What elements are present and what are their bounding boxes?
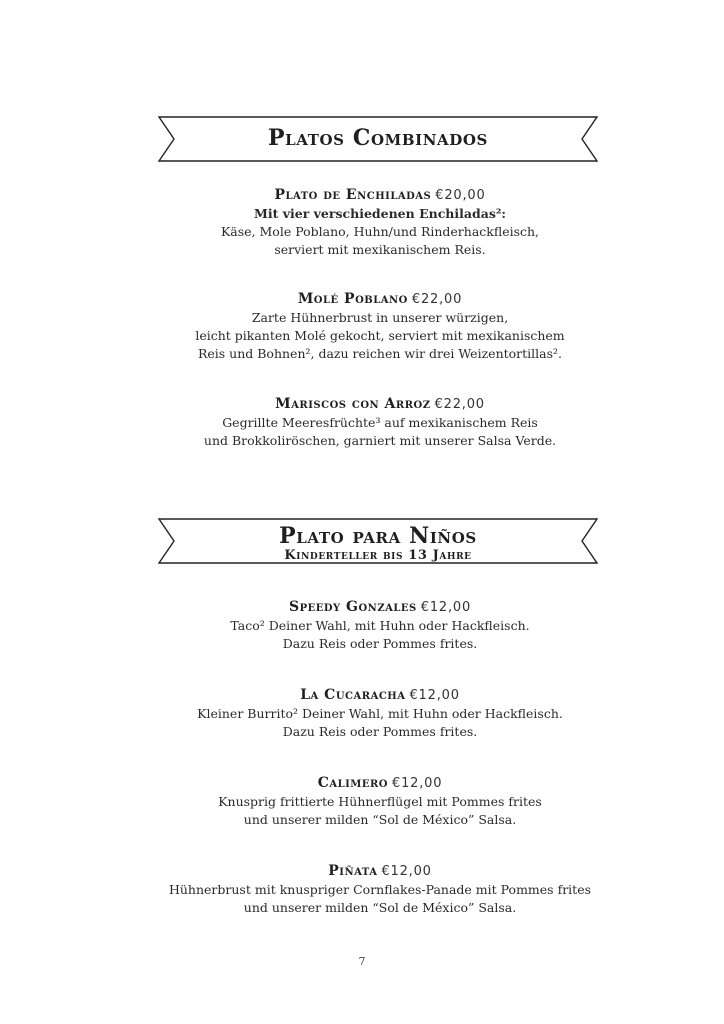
item-price: €12,00 — [420, 600, 472, 615]
item-description-line: Zarte Hühnerbrust in unserer würzigen, — [251, 310, 509, 325]
item-price: €12,00 — [381, 864, 432, 879]
item-name: Plato de Enchiladas — [274, 187, 432, 203]
menu-item-plato-de-enchiladas — [120, 186, 640, 259]
item-description-line: Kleiner Burrito² Deiner Wahl, mit Huhn oder Hackfleisch. — [197, 706, 563, 721]
menu-item-mole-poblano — [120, 290, 640, 363]
item-price: €12,00 — [409, 688, 460, 703]
section-title: Platos Combinados — [268, 125, 488, 151]
item-name: Piñata — [328, 863, 378, 879]
item-price: €22,00 — [434, 397, 485, 412]
menu-item-calimero — [120, 774, 640, 829]
menu-item-speedy-gonzales — [120, 598, 640, 653]
item-description-line: Käse, Mole Poblano, Huhn/und Rinderhackfleisch, — [220, 224, 540, 239]
item-description-line: Taco² Deiner Wahl, mit Huhn oder Hackfleisch. — [230, 618, 530, 633]
section-banner-platos-combinados — [158, 116, 598, 162]
page-number: 7 — [358, 955, 366, 968]
menu-item-la-cucaracha — [120, 686, 640, 741]
item-description-line: Dazu Reis oder Pommes frites. — [282, 724, 478, 739]
item-description-line: leicht pikanten Molé gekocht, serviert mit mexikanischem — [195, 328, 565, 343]
item-subtitle: Mit vier verschiedenen Enchiladas²: — [254, 206, 506, 221]
item-price: €20,00 — [435, 188, 486, 203]
section-subtitle: Kinderteller bis 13 Jahre — [284, 548, 472, 563]
item-name: Mariscos con Arroz — [275, 396, 431, 412]
item-description-line: Gegrillte Meeresfrüchte³ auf mexikanischem Reis — [222, 415, 538, 430]
item-description-line: und unserer milden “Sol de México” Salsa. — [243, 812, 517, 827]
menu-item-pinata — [120, 862, 640, 917]
item-description-line: serviert mit mexikanischem Reis. — [274, 242, 486, 257]
item-name: La Cucaracha — [300, 687, 406, 703]
item-description-line: Knusprig frittierte Hühnerflügel mit Pommes frites — [218, 794, 542, 809]
menu-item-mariscos-con-arroz — [120, 395, 640, 450]
item-description-line: Reis und Bohnen², dazu reichen wir drei Weizentortillas². — [197, 346, 563, 361]
item-description-line: und Brokkoliröschen, garniert mit unserer Salsa Verde. — [203, 433, 557, 448]
item-description-line: Hühnerbrust mit knuspriger Cornflakes-Panade mit Pommes frites — [168, 882, 592, 897]
item-name: Calimero — [317, 775, 389, 791]
item-price: €22,00 — [411, 292, 463, 307]
item-price: €12,00 — [392, 776, 443, 791]
item-description-line: und unserer milden “Sol de México” Salsa. — [243, 900, 517, 915]
item-name: Speedy Gonzales — [288, 599, 417, 615]
item-description-line: Dazu Reis oder Pommes frites. — [282, 636, 478, 651]
section-title: Plato para Niños — [279, 523, 477, 549]
item-name: Molé Poblano — [297, 291, 408, 307]
section-banner-plato-para-ninos — [158, 518, 598, 564]
